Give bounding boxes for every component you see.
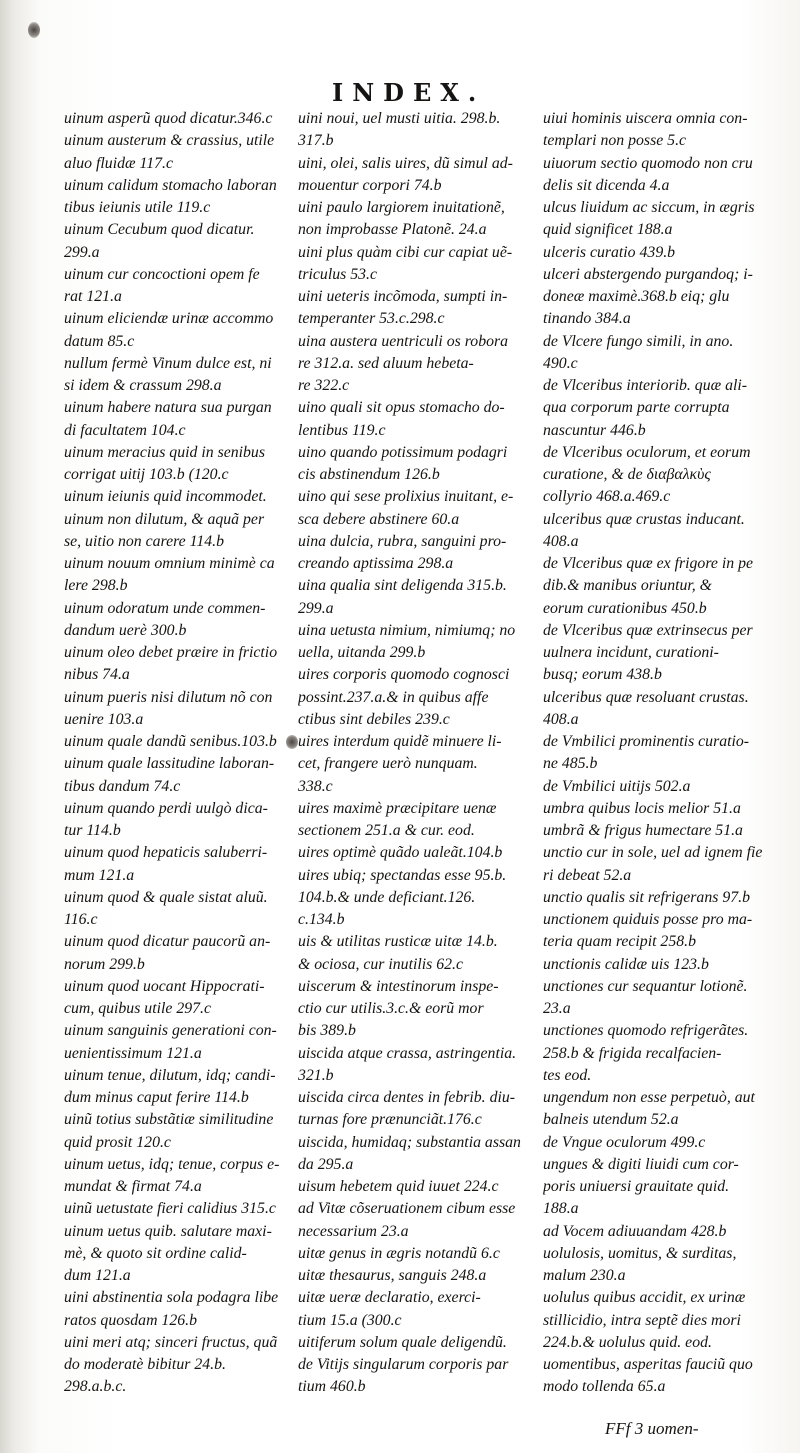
index-entry-line: 338.c <box>298 777 333 795</box>
index-entry-line: 23.a <box>543 1000 571 1017</box>
index-entry-line: uinum pueris nisi dilutum nõ con <box>64 688 273 706</box>
index-entry-line: mundat & firmat 74.a <box>64 1178 202 1195</box>
index-entry-line: balneis utendum 52.a <box>543 1111 679 1129</box>
index-entry-line: se, uitio non carere 114.b <box>64 532 224 550</box>
index-entry-line: cum, quibus utile 297.c <box>64 1000 211 1017</box>
index-entry-line: de Vmbilici prominentis curatio- <box>543 733 750 750</box>
index-column-2 <box>298 108 538 1399</box>
index-entry-line: mè, & quoto sit ordine calid- <box>64 1244 247 1262</box>
index-entry-line: uenientissimum 121.a <box>64 1044 202 1062</box>
index-entry-line: uini, olei, salis uires, dũ simul ad- <box>298 154 513 172</box>
index-entry-line: uinum calidum stomacho laboran <box>64 176 277 194</box>
index-entry-line: uini noui, uel musti uitia. 298.b. <box>298 110 501 127</box>
index-entry-line: aluo fluidæ 117.c <box>64 154 173 172</box>
index-entry-line: lentibus 119.c <box>298 421 386 439</box>
index-entry-line: uires optimè quãdo ualeãt.104.b <box>298 844 503 862</box>
index-entry-line: modo tollenda 65.a <box>543 1378 666 1396</box>
index-entry-line: unctionis calidæ uis 123.b <box>543 955 709 973</box>
index-entry-line: lere 298.b <box>64 577 128 595</box>
index-entry-line: umbra quibus locis melior 51.a <box>543 799 741 817</box>
index-entry-line: uiscida circa dentes in febrib. diu- <box>298 1089 516 1106</box>
index-entry-line: ctio cur utilis.3.c.& eorũ mor <box>298 1000 484 1017</box>
index-entry-line: mum 121.a <box>64 866 135 884</box>
index-entry-line: uitæ ueræ declaratio, exerci- <box>298 1289 481 1307</box>
index-entry-line: nascuntur 446.b <box>543 421 646 439</box>
signature-mark: FFf 3 uomen- <box>605 1419 699 1438</box>
index-entry-line: nibus 74.a <box>64 666 130 684</box>
index-entry-line: uiuorum sectio quomodo non cru <box>543 154 753 172</box>
index-entry-line: malum 230.a <box>543 1267 626 1284</box>
index-entry-line: uinum uetus quib. salutare maxi- <box>64 1222 272 1240</box>
index-entry-line: da 295.a <box>298 1155 354 1173</box>
index-entry-line: 408.a <box>543 710 579 728</box>
index-entry-line: 299.a <box>298 599 334 617</box>
index-entry-line: tes eod. <box>543 1066 592 1084</box>
index-entry-line: 321.b <box>298 1066 334 1084</box>
index-entry-line: ri debeat 52.a <box>543 866 632 884</box>
index-entry-line: turnas fore prænunciãt.176.c <box>298 1111 482 1129</box>
index-entry-line: uinum odoratum unde commen- <box>64 599 266 617</box>
index-entry-line: sectionem 251.a & cur. eod. <box>298 822 475 839</box>
index-entry-line: triculus 53.c <box>298 265 377 283</box>
index-entry-line: eorum curationibus 450.b <box>543 599 707 617</box>
index-entry-line: templari non posse 5.c <box>543 132 687 150</box>
index-entry-line: cet, frangere uerò nunquam. <box>298 755 478 773</box>
index-entry-line: tium 15.a (300.c <box>298 1311 402 1329</box>
index-entry-line: tinando 384.a <box>543 310 631 328</box>
index-entry-line: ctibus sint debiles 239.c <box>298 710 450 728</box>
index-entry-line: 317.b <box>298 132 334 150</box>
ink-spot <box>28 22 40 38</box>
index-entry-line: de Vlcere fungo simili, in ano. <box>543 332 734 350</box>
index-entry-line: uenire 103.a <box>64 710 144 728</box>
index-entry-line: 298.a.b.c. <box>64 1378 127 1396</box>
index-entry-line: uires corporis quomodo cognosci <box>298 666 510 684</box>
index-entry-line: & ociosa, cur inutilis 62.c <box>298 955 463 973</box>
index-entry-line: 490.c <box>543 354 578 372</box>
index-entry-line: unctiones cur sequantur lotionẽ. <box>543 977 748 995</box>
index-entry-line: uiscida, humidaq; substantia assan <box>298 1133 521 1151</box>
index-entry-line: uiui hominis uiscera omnia con- <box>543 110 748 127</box>
index-entry-line: uino quando potissimum podagri <box>298 443 508 461</box>
index-entry-line: 258.b & frigida recalfacien- <box>543 1044 722 1062</box>
index-entry-line: re 322.c <box>298 377 350 394</box>
index-entry-line: de Vngue oculorum 499.c <box>543 1133 706 1151</box>
index-entry-line: 224.b.& uolulus quid. eod. <box>543 1333 712 1351</box>
index-entry-line: ulcus liuidum ac siccum, in ægris <box>543 199 755 216</box>
index-entry-line: de Vitijs singularum corporis par <box>298 1356 509 1373</box>
index-entry-line: curatione, & de διαβαλκὺς <box>543 466 711 483</box>
index-entry-line: uiscida atque crassa, astringentia. <box>298 1044 517 1062</box>
index-entry-line: ulceribus quæ resoluant crustas. <box>543 688 749 706</box>
index-entry-line: poris uniuersi grauitate quid. <box>543 1178 730 1195</box>
index-entry-line: uinum austerum & crassius, utile <box>64 132 275 150</box>
index-entry-line: tibus ieiunis utile 119.c <box>64 199 211 216</box>
index-entry-line: uires ubiq; spectandas esse 95.b. <box>298 866 507 884</box>
index-entry-line: dum 121.a <box>64 1267 131 1284</box>
index-entry-line: cis abstinendum 126.b <box>298 466 440 483</box>
index-entry-line: 408.a <box>543 532 579 550</box>
index-entry-line: stillicidio, intra septẽ dies mori <box>543 1311 741 1329</box>
index-entry-line: sca debere abstinere 60.a <box>298 510 460 528</box>
index-entry-line: delis sit dicenda 4.a <box>543 176 670 194</box>
index-entry-line: nullum fermè Vinum dulce est, ni <box>64 354 272 372</box>
index-entry-line: uini meri atq; sinceri fructus, quã <box>64 1333 278 1351</box>
index-entry-line: unctiones quomodo refrigerãtes. <box>543 1022 749 1040</box>
index-entry-line: unctio qualis sit refrigerans 97.b <box>543 888 750 906</box>
index-entry-line: uinũ totius substãtiæ similitudine <box>64 1111 274 1129</box>
index-entry-line: uinum quod dicatur paucorũ an- <box>64 933 271 951</box>
index-entry-line: uinum quod uocant Hippocrati- <box>64 977 265 995</box>
index-entry-line: uini abstinentia sola podagra libe <box>64 1289 279 1307</box>
index-entry-line: de Vlceribus quæ extrinsecus per <box>543 621 753 639</box>
index-entry-line: ulceri abstergendo purgandoq; i- <box>543 265 753 283</box>
index-entry-line: tibus dandum 74.c <box>64 777 181 795</box>
index-entry-line: uiscerum & intestinorum inspe- <box>298 977 499 995</box>
index-entry-line: uolulosis, uomitus, & surditas, <box>543 1244 737 1262</box>
page-header: INDEX. <box>332 78 486 107</box>
index-entry-line: dib.& manibus oriuntur, & <box>543 577 712 595</box>
index-entry-line: ulceribus quæ crustas inducant. <box>543 510 745 528</box>
index-entry-line: rat 121.a <box>64 288 122 305</box>
index-entry-line: do moderatè bibitur 24.b. <box>64 1356 226 1373</box>
index-entry-line: uinum meracius quid in senibus <box>64 443 265 461</box>
index-entry-line: uitæ thesaurus, sanguis 248.a <box>298 1267 487 1284</box>
index-entry-line: uina dulcia, rubra, sanguini pro- <box>298 532 507 550</box>
index-entry-line: uolulus quibus accidit, ex urinæ <box>543 1289 746 1307</box>
index-entry-line: uitiferum solum quale deligendũ. <box>298 1333 507 1351</box>
index-entry-line: dandum uerè 300.b <box>64 621 187 639</box>
index-entry-line: uinum Cecubum quod dicatur. <box>64 221 255 239</box>
index-column-1 <box>64 108 288 1399</box>
index-entry-line: busq; eorum 438.b <box>543 666 662 684</box>
index-entry-line: uinum eliciendæ urinæ accommo <box>64 310 274 328</box>
index-entry-line: uina austera uentriculi os robora <box>298 332 509 350</box>
index-entry-line: unctionem quiduis posse pro ma- <box>543 911 753 928</box>
index-entry-line: mouentur corpori 74.b <box>298 176 442 194</box>
index-entry-line: uinum quod hepaticis saluberri- <box>64 844 268 862</box>
index-entry-line: uinum nouum omnium minimè ca <box>64 555 275 572</box>
index-entry-line: de Vlceribus oculorum, et eorum <box>543 443 751 461</box>
index-entry-line: uis & utilitas rusticæ uitæ 14.b. <box>298 933 498 951</box>
index-entry-line: dum minus caput ferire 114.b <box>64 1089 249 1106</box>
index-entry-line: de Vlceribus interiorib. quæ ali- <box>543 377 748 394</box>
index-entry-line: uinum quando perdi uulgò dica- <box>64 799 268 817</box>
index-entry-line: uinum quale dandũ senibus.103.b <box>64 733 277 750</box>
index-entry-line: uitæ genus in ægris notandũ 6.c <box>298 1244 500 1262</box>
index-entry-line: uinum uetus, idq; tenue, corpus e- <box>64 1155 280 1173</box>
index-entry-line: ad Vitæ cõseruationem cibum esse <box>298 1200 516 1218</box>
index-entry-line: 188.a <box>543 1200 579 1218</box>
index-entry-line: uires maximè præcipitare uenæ <box>298 799 497 817</box>
index-entry-line: uinũ uetustate fieri calidius 315.c <box>64 1200 276 1218</box>
index-entry-line: de Vmbilici uitijs 502.a <box>543 777 691 795</box>
index-entry-line: umbrã & frigus humectare 51.a <box>543 822 743 839</box>
index-entry-line: non improbasse Platonẽ. 24.a <box>298 221 487 239</box>
index-entry-line: c.134.b <box>298 911 345 928</box>
index-entry-line: uinum cur concoctioni opem fe <box>64 265 260 283</box>
index-entry-line: di facultatem 104.c <box>64 421 186 439</box>
index-entry-line: ulceris curatio 439.b <box>543 243 676 261</box>
index-entry-line: uino quali sit opus stomacho do- <box>298 399 505 417</box>
index-entry-line: creando aptissima 298.a <box>298 555 454 572</box>
index-entry-line: uini ueteris incõmoda, sumpti in- <box>298 288 508 305</box>
index-entry-line: qua corporum parte corrupta <box>543 399 730 417</box>
index-entry-line: bis 389.b <box>298 1022 356 1040</box>
index-entry-line: quid prosit 120.c <box>64 1133 171 1151</box>
index-entry-line: necessarium 23.a <box>298 1222 409 1240</box>
index-entry-line: uinum asperũ quod dicatur.346.c <box>64 110 273 127</box>
index-entry-line: quid significet 188.a <box>543 221 673 239</box>
index-entry-line: datum 85.c <box>64 332 135 350</box>
index-entry-line: uina uetusta nimium, nimiumq; no <box>298 621 516 639</box>
index-entry-line: norum 299.b <box>64 955 145 973</box>
index-entry-line: uino qui sese prolixius inuitant, e- <box>298 488 514 506</box>
index-entry-line: uinum habere natura sua purgan <box>64 399 272 417</box>
index-entry-line: possint.237.a.& in quibus affe <box>298 688 489 706</box>
index-entry-line: tium 460.b <box>298 1378 366 1396</box>
index-entry-line: uinum quod & quale sistat aluũ. <box>64 888 268 906</box>
index-entry-line: uinum oleo debet præire in frictio <box>64 644 278 661</box>
index-entry-line: collyrio 468.a.469.c <box>543 488 671 506</box>
index-entry-line: de Vlceribus quæ ex frigore in pe <box>543 555 753 572</box>
index-entry-line: 116.c <box>64 911 98 928</box>
index-column-3 <box>543 108 793 1399</box>
index-entry-line: temperanter 53.c.298.c <box>298 310 445 328</box>
index-entry-line: uinum tenue, dilutum, idq; candi- <box>64 1066 276 1084</box>
index-entry-line: uinum non dilutum, & aquã per <box>64 510 265 528</box>
index-entry-line: tur 114.b <box>64 822 121 839</box>
index-entry-line: ad Vocem adiuuandam 428.b <box>543 1222 727 1240</box>
index-entry-line: si idem & crassum 298.a <box>64 377 222 394</box>
index-entry-line: uomentibus, asperitas fauciũ quo <box>543 1356 753 1373</box>
index-entry-line: unctio cur in sole, uel ad ignem fie <box>543 844 763 862</box>
index-entry-line: teria quam recipit 258.b <box>543 933 696 951</box>
index-entry-line: uina qualia sint deligenda 315.b. <box>298 577 507 595</box>
index-entry-line: ungendum non esse perpetuò, aut <box>543 1089 755 1106</box>
index-entry-line: uini paulo largiorem inuitationẽ, <box>298 199 505 216</box>
index-entry-line: corrigat uitij 103.b (120.c <box>64 466 229 483</box>
index-entry-line: re 312.a. sed aluum hebeta- <box>298 354 474 372</box>
index-entry-line: 299.a <box>64 243 100 261</box>
index-entry-line: uinum sanguinis generationi con- <box>64 1022 277 1040</box>
index-entry-line: ratos quosdam 126.b <box>64 1311 197 1329</box>
index-entry-line: uini plus quàm cibi cur capiat uẽ- <box>298 243 513 261</box>
index-entry-line: uisum hebetem quid iuuet 224.c <box>298 1178 499 1195</box>
index-entry-line: uires interdum quidẽ minuere li- <box>298 733 502 750</box>
index-entry-line: uinum quale lassitudine laboran- <box>64 755 275 773</box>
index-entry-line: uulnera incidunt, curationi- <box>543 644 719 661</box>
index-entry-line: ungues & digiti liuidi cum cor- <box>543 1155 739 1173</box>
index-entry-line: uella, uitanda 299.b <box>298 644 426 661</box>
index-entry-line: doneæ maximè.368.b eiq; glu <box>543 288 730 305</box>
index-entry-line: 104.b.& unde deficiant.126. <box>298 888 476 906</box>
index-entry-line: uinum ieiunis quid incommodet. <box>64 488 267 506</box>
index-entry-line: ne 485.b <box>543 755 598 773</box>
